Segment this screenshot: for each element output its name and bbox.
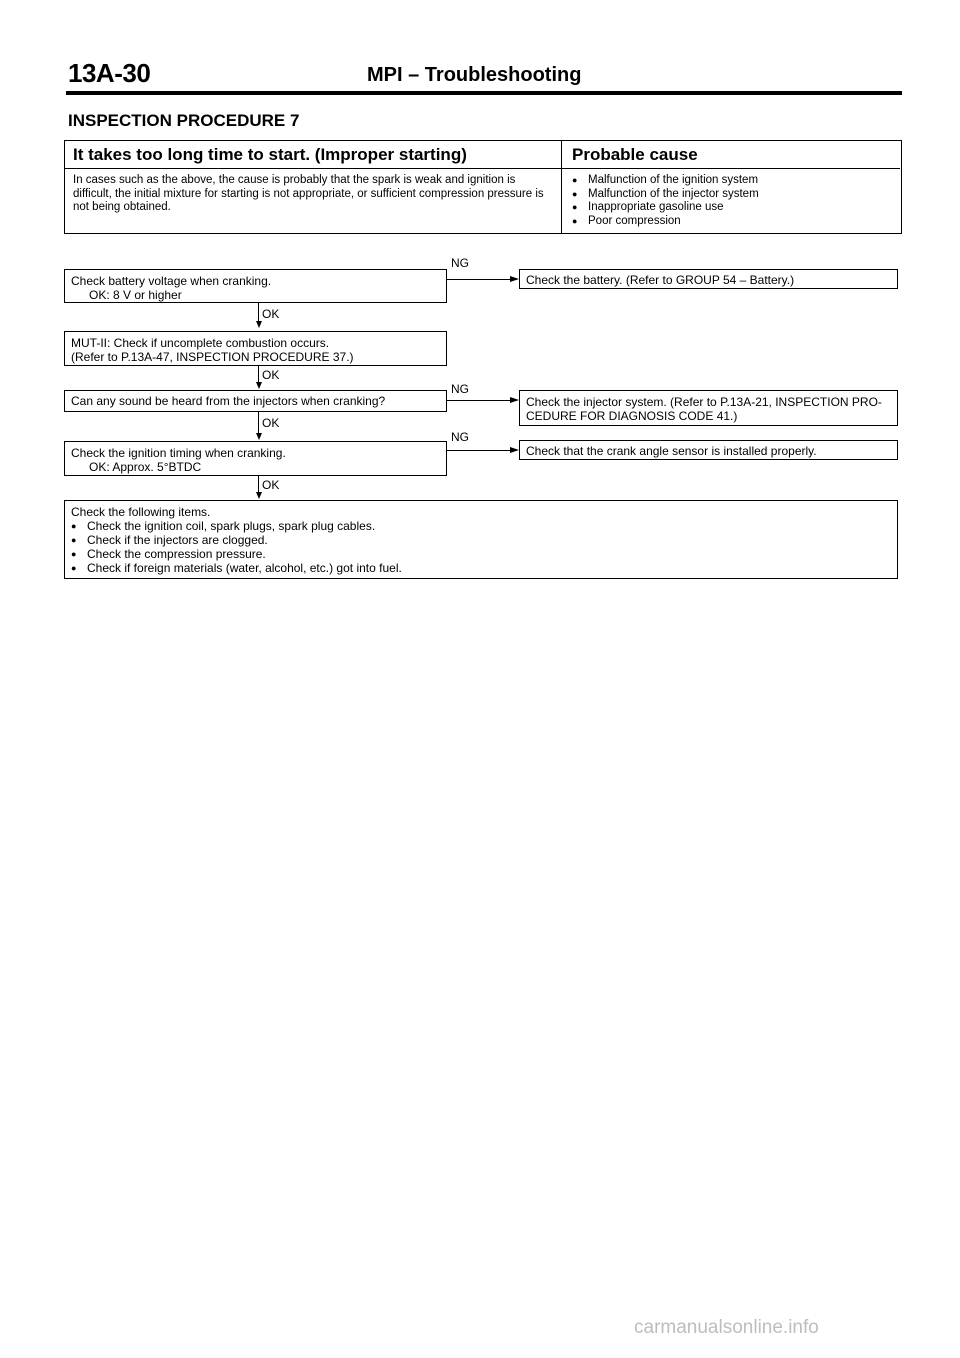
symptom-title: It takes too long time to start. (Improper starting) xyxy=(65,141,562,169)
ng-connector xyxy=(447,400,517,401)
procedure-title: INSPECTION PROCEDURE 7 xyxy=(68,111,300,130)
step-battery-voltage-criterion: OK: 8 V or higher xyxy=(89,288,182,302)
injector-system-text-cont: CEDURE FOR DIAGNOSIS CODE 41.) xyxy=(526,409,738,423)
ok-label: OK xyxy=(262,478,280,492)
arrow-down-icon xyxy=(256,321,262,328)
ng-label: NG xyxy=(451,256,469,270)
result-check-crank-angle-sensor: Check that the crank angle sensor is installed properly. xyxy=(519,440,898,460)
page-number: 13A-30 xyxy=(68,58,151,88)
ok-label: OK xyxy=(262,368,280,382)
ok-label: OK xyxy=(262,307,280,321)
ok-connector xyxy=(258,412,259,435)
final-check-title: Check the following items. xyxy=(71,505,211,519)
step-ignition-timing-text: Check the ignition timing when cranking. xyxy=(71,446,286,460)
step-mut-ii-check xyxy=(64,331,447,366)
step-battery-voltage-text: Check battery voltage when cranking. xyxy=(71,274,272,288)
final-check-items xyxy=(64,500,898,579)
step-mut-ii-text: MUT-II: Check if uncomplete combustion occurs. xyxy=(71,336,330,350)
cause-item: ● Poor compression xyxy=(572,215,890,229)
step-battery-voltage xyxy=(64,269,447,303)
header-rule xyxy=(66,91,902,95)
arrow-down-icon xyxy=(256,433,262,440)
arrow-right-icon xyxy=(510,276,519,282)
ok-label: OK xyxy=(262,416,280,430)
cause-item: ● Malfunction of the injector system xyxy=(572,188,890,202)
final-check-item: ● Check if the injectors are clogged. xyxy=(71,533,891,547)
result-check-battery: Check the battery. (Refer to GROUP 54 – Battery.) xyxy=(519,269,898,289)
step-ignition-timing-criterion: OK: Approx. 5°BTDC xyxy=(89,460,202,474)
step-injector-sound: Can any sound be heard from the injectors when cranking? xyxy=(64,390,447,412)
arrow-down-icon xyxy=(256,382,262,389)
result-check-injector-system xyxy=(519,390,898,426)
final-check-item: ● Check the ignition coil, spark plugs, spark plug cables. xyxy=(71,519,891,533)
ok-connector xyxy=(258,303,259,323)
footer-watermark: carmanualsonline.info xyxy=(634,1317,819,1338)
final-check-item: ● Check the compression pressure. xyxy=(71,547,891,561)
arrow-down-icon xyxy=(256,492,262,499)
cause-item: ● Malfunction of the ignition system xyxy=(572,174,890,188)
ng-connector xyxy=(447,279,517,280)
ng-label: NG xyxy=(451,430,469,444)
arrow-right-icon xyxy=(510,397,519,403)
ng-label: NG xyxy=(451,382,469,396)
symptom-description: In cases such as the above, the cause is probably that the spark is weak and ignition is difficult, the initial mixture for starting is not appropriate, or sufficient compression pressure is not being obtained. xyxy=(65,169,562,233)
injector-system-text: Check the injector system. (Refer to P.13A-21, INSPECTION PRO- xyxy=(526,395,882,409)
probable-cause-list xyxy=(562,169,900,233)
ng-connector xyxy=(447,450,517,451)
cause-item: ● Inappropriate gasoline use xyxy=(572,201,890,215)
final-check-item: ● Check if foreign materials (water, alcohol, etc.) got into fuel. xyxy=(71,561,891,575)
symptom-cause-table xyxy=(64,140,902,234)
arrow-right-icon xyxy=(510,447,519,453)
section-title: MPI – Troubleshooting xyxy=(367,64,582,86)
probable-cause-title: Probable cause xyxy=(562,141,900,169)
step-mut-ii-reference: (Refer to P.13A-47, INSPECTION PROCEDURE 37.) xyxy=(71,350,354,364)
step-ignition-timing xyxy=(64,441,447,476)
